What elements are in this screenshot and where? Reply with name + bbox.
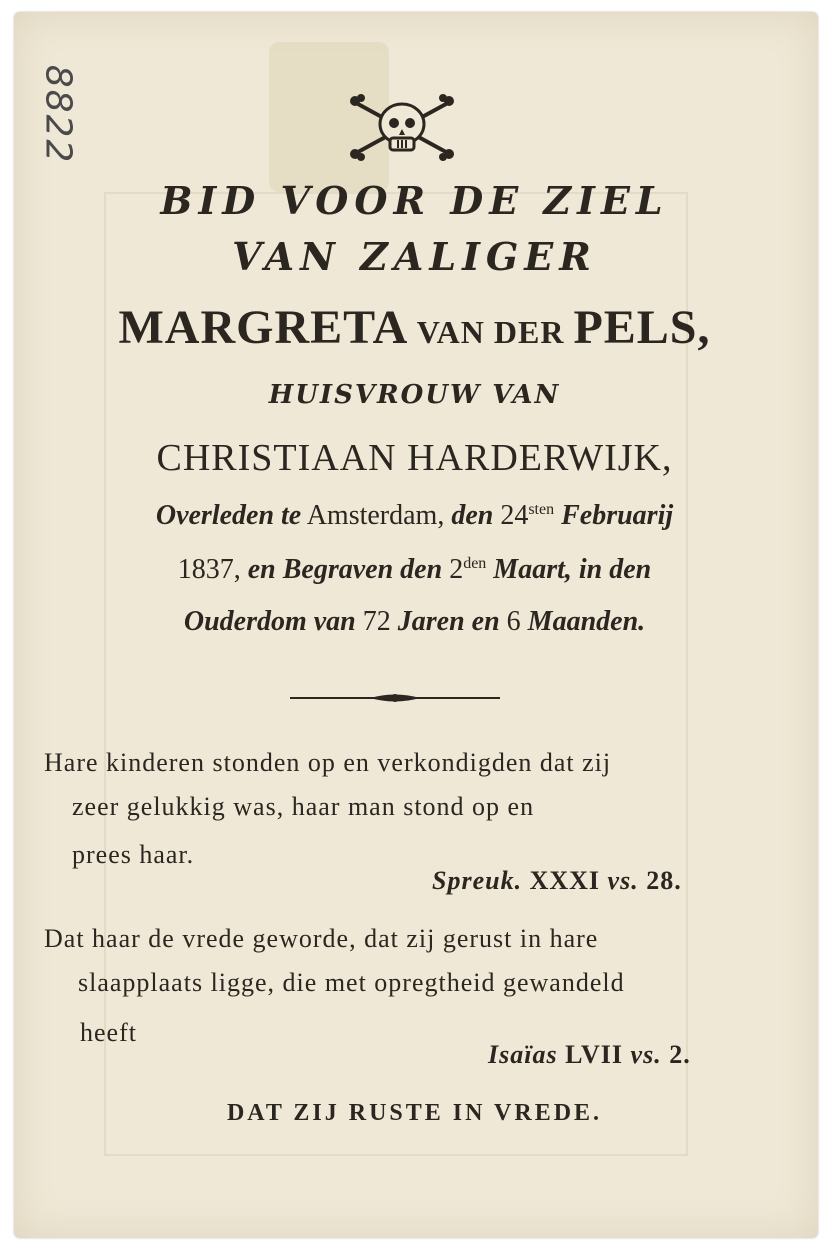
deceased-name: [0, 300, 829, 355]
ornamental-divider: [290, 690, 500, 706]
verse1-reference: Spreuk. XXXI vs. 28.: [432, 866, 682, 895]
death-details: Overleden te Amsterdam, den $24^{sten}$ Februarij: [155, 500, 674, 531]
age-details: Ouderdom van 72 Jaren en 6 Maanden.: [183, 606, 646, 637]
verse2-line1: Dat haar de vrede geworde, dat zij gerust in hare: [44, 924, 599, 953]
name-first: MARGRETA: [118, 301, 409, 354]
relation-label: HUISVROUW VAN: [268, 380, 561, 410]
burial-details: 1837, en Begraven den $2^{den}$ Maart, in den: [177, 554, 652, 585]
verse1-line1: Hare kinderen stonden op en verkondigden dat zij: [44, 748, 612, 777]
verse1-line2: zeer gelukkig was, haar man stond op en: [72, 792, 535, 821]
skull-crossbones-icon: [346, 92, 458, 162]
name-last: PELS,: [573, 301, 711, 354]
prayer-heading: BID VOOR DE ZIEL: [160, 178, 669, 223]
verse2-line3: heeft: [80, 1018, 137, 1047]
husband-name: CHRISTIAAN HARDERWIJK,: [156, 437, 673, 479]
verse2-line2: slaapplaats ligge, die met opregtheid gewandeld: [78, 968, 625, 997]
handwritten-number: 8822: [37, 64, 79, 164]
name-particle: VAN DER: [408, 314, 574, 350]
closing-blessing: DAT ZIJ RUSTE IN VREDE.: [226, 1100, 603, 1126]
verse1-line3: prees haar.: [72, 840, 195, 869]
verse2-reference: Isaïas LVII vs. 2.: [488, 1040, 691, 1069]
prayer-heading-2: VAN ZALIGER: [232, 234, 597, 279]
